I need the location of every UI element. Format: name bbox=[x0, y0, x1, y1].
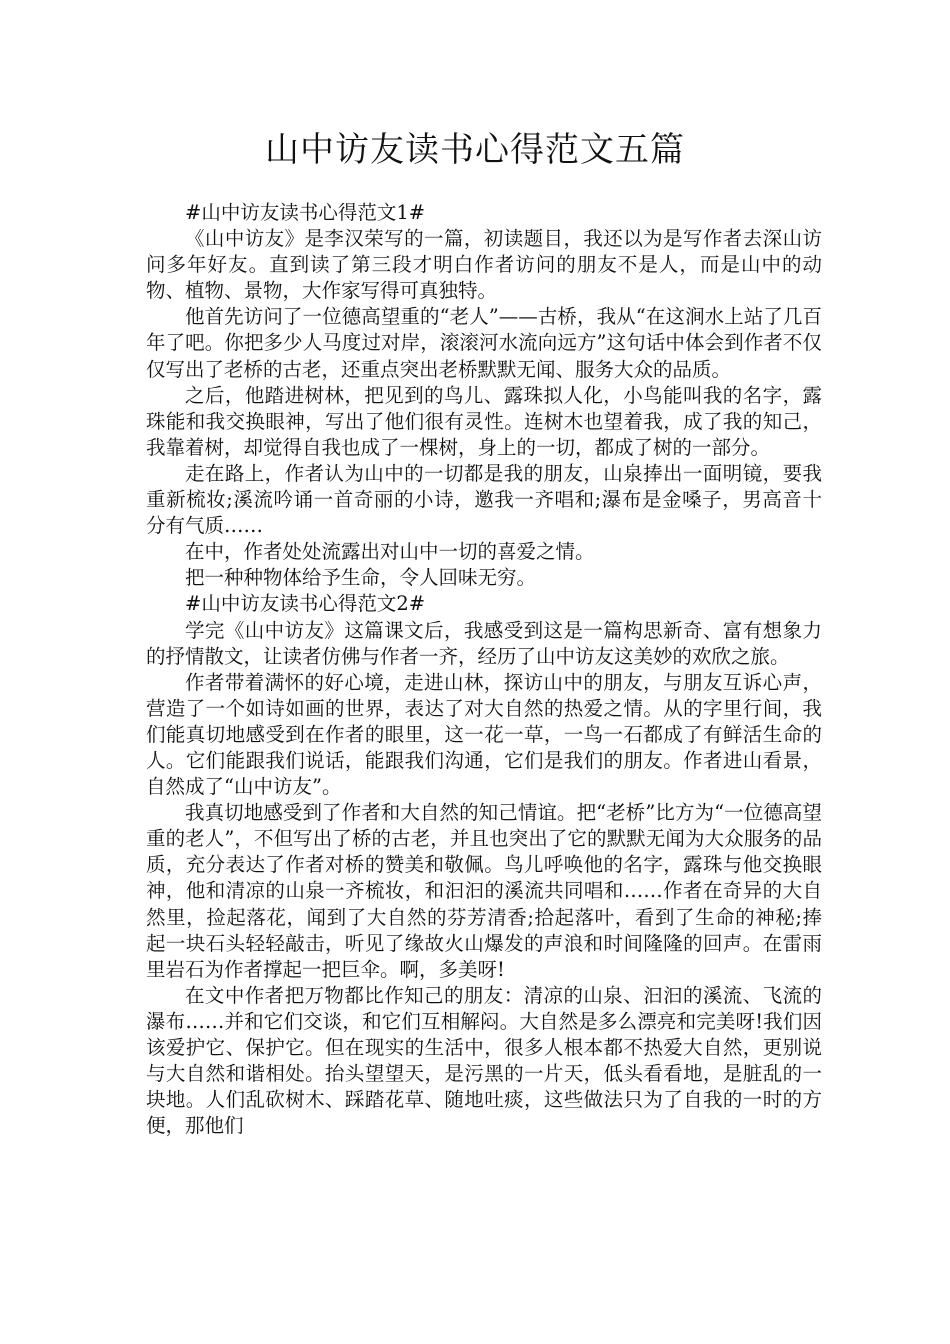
paragraph: 走在路上，作者认为山中的一切都是我的朋友，山泉捧出一面明镜，要我重新梳妆;溪流吟诵一首奇丽的小诗，邀我一齐唱和;瀑布是金嗓子，男高音十分有气质…… bbox=[146, 461, 822, 538]
paragraph: 《山中访友》是李汉荣写的一篇，初读题目，我还以为是写作者去深山访问多年好友。直到读了第三段才明白作者访问的朋友不是人，而是山中的动物、植物、景物，大作家写得可真独特。 bbox=[146, 227, 822, 303]
paragraph: 把一种种物体给予生命，令人回味无穷。 bbox=[185, 566, 537, 590]
paragraph: 他首先访问了一位德高望重的“老人”——古桥，我从“在这涧水上站了几百年了吧。你把多少人马度过对岸，滚滚河水流向远方”这句话中体会到作者不仅仅写出了老桥的古老，还重点突出老桥默默无闻、服务大众的品质。 bbox=[146, 305, 822, 381]
paragraph: 在中，作者处处流露出对山中一切的喜爱之情。 bbox=[185, 540, 595, 564]
paragraph: 之后，他踏进树林，把见到的鸟儿、露珠拟人化，小鸟能叫我的名字，露珠能和我交换眼神，写出了他们很有灵性。连树木也望着我，成了我的知己，我靠着树，却觉得自我也成了一棵树，身上的一切，都成了树的一部分。 bbox=[146, 383, 822, 459]
section-heading-2: #山中访友读书心得范文2# bbox=[185, 592, 426, 616]
paragraph: 我真切地感受到了作者和大自然的知己情谊。把“老桥”比方为“一位德高望重的老人”，不但写出了桥的古老，并且也突出了它的默默无闻为大众服务的品质，充分表达了作者对桥的赞美和敬佩。鸟儿呼唤他的名字，露珠与他交换眼神，他和清凉的山泉一齐梳妆，和汩汩的溪流共同唱和……作者在奇异的大自然里，捡起落花，闻到了大自然的芬芳清香;拾起落叶，看到了生命的神秘;捧起一块石头轻轻敲击，听见了缘故火山爆发的声浪和时间隆隆的回声。在雷雨里岩石为作者撑起一把巨伞。啊，多美呀! bbox=[146, 801, 822, 981]
document-title: 山中访友读书心得范文五篇 bbox=[265, 130, 685, 170]
paragraph: 作者带着满怀的好心境，走进山林，探访山中的朋友，与朋友互诉心声，营造了一个如诗如画的世界，表达了对大自然的热爱之情。从的字里行间，我们能真切地感受到在作者的眼里，这一花一草，一鸟一石都成了有鲜活生命的人。它们能跟我们说话，能跟我们沟通，它们是我们的朋友。作者进山看景，自然成了“山中访友”。 bbox=[146, 670, 822, 799]
paragraph: 在文中作者把万物都比作知己的朋友：清凉的山泉、汩汩的溪流、飞流的瀑布……并和它们交谈，和它们互相解闷。大自然是多么漂亮和完美呀!我们因该爱护它、保护它。但在现实的生活中，很多人根本都不热爱大自然，更别说与大自然和谐相处。抬头望望天，是污黑的一片天，低头看看地，是脏乱的一块地。人们乱砍树木、踩踏花草、随地吐痰，这些做法只为了自我的一时的方便，那他们 bbox=[146, 983, 822, 1138]
section-heading-1: #山中访友读书心得范文1# bbox=[185, 201, 426, 224]
paragraph: 学完《山中访友》这篇课文后，我感受到这是一篇构思新奇、富有想象力的抒情散文，让读者仿佛与作者一齐，经历了山中访友这美妙的欢欣之旅。 bbox=[146, 618, 822, 668]
document-body bbox=[146, 200, 822, 1139]
